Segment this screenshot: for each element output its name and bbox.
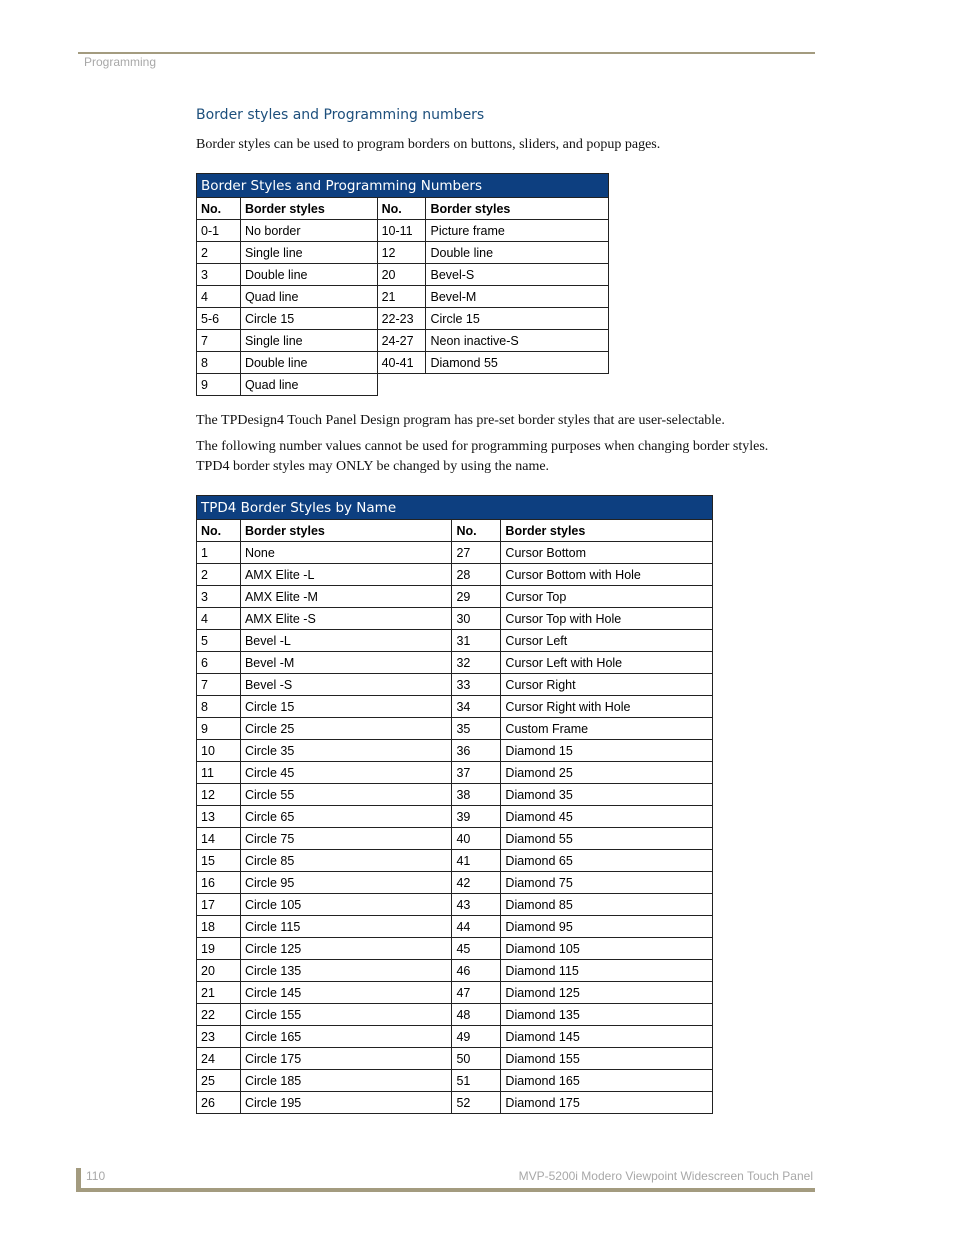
number-cell: 50: [452, 1048, 501, 1070]
number-cell: 26: [197, 1092, 241, 1114]
column-header-border-styles: Border styles: [426, 198, 609, 220]
number-cell: 38: [452, 784, 501, 806]
number-cell: 24: [197, 1048, 241, 1070]
number-cell: 39: [452, 806, 501, 828]
border-style-cell: Bevel -M: [240, 652, 452, 674]
table-row: [197, 1004, 713, 1026]
number-cell: 36: [452, 740, 501, 762]
number-cell: 9: [197, 718, 241, 740]
border-style-cell: Circle 115: [240, 916, 452, 938]
number-cell: 9: [197, 374, 241, 396]
table-row: [197, 652, 713, 674]
number-cell: 40: [452, 828, 501, 850]
number-cell: 29: [452, 586, 501, 608]
column-header-border-styles: Border styles: [501, 520, 713, 542]
border-style-cell: Circle 45: [240, 762, 452, 784]
border-style-cell: Diamond 105: [501, 938, 713, 960]
number-cell: 31: [452, 630, 501, 652]
border-style-cell: Circle 15: [426, 308, 609, 330]
number-cell: 4: [197, 608, 241, 630]
running-header: Programming: [84, 55, 157, 69]
border-style-cell: Circle 95: [240, 872, 452, 894]
border-style-cell: Bevel -L: [240, 630, 452, 652]
number-cell: 2: [197, 242, 241, 264]
number-cell: 30: [452, 608, 501, 630]
table-row: [197, 674, 713, 696]
border-style-cell: Circle 75: [240, 828, 452, 850]
number-cell: 1: [197, 542, 241, 564]
border-style-cell: Double line: [240, 352, 377, 374]
border-style-cell: Diamond 35: [501, 784, 713, 806]
border-style-cell: Diamond 85: [501, 894, 713, 916]
number-cell: 41: [452, 850, 501, 872]
table-row: [197, 982, 713, 1004]
table-caption: TPD4 Border Styles by Name: [197, 496, 713, 520]
table-row: [197, 784, 713, 806]
table-row: [197, 352, 609, 374]
column-header-no: No.: [377, 198, 426, 220]
number-cell: 8: [197, 352, 241, 374]
number-cell: 43: [452, 894, 501, 916]
border-style-cell: Diamond 55: [501, 828, 713, 850]
border-style-cell: AMX Elite -M: [240, 586, 452, 608]
border-style-cell: Circle 55: [240, 784, 452, 806]
header-rule: [78, 52, 815, 54]
number-cell: 10-11: [377, 220, 426, 242]
border-style-cell: Diamond 175: [501, 1092, 713, 1114]
number-cell: 23: [197, 1026, 241, 1048]
border-style-cell: Circle 195: [240, 1092, 452, 1114]
number-cell: 20: [197, 960, 241, 982]
table-row: [197, 586, 713, 608]
border-style-cell: Quad line: [240, 374, 377, 396]
number-cell: 47: [452, 982, 501, 1004]
table-row: [197, 872, 713, 894]
number-cell: 5-6: [197, 308, 241, 330]
table-row: [197, 696, 713, 718]
number-cell: 2: [197, 564, 241, 586]
table-row: [197, 828, 713, 850]
table-row: [197, 308, 609, 330]
table-row: [197, 894, 713, 916]
border-style-cell: Cursor Left with Hole: [501, 652, 713, 674]
table-row: [197, 608, 713, 630]
table-row: [197, 1048, 713, 1070]
number-cell: 5: [197, 630, 241, 652]
column-header-no: No.: [452, 520, 501, 542]
warning-paragraph-line-2: TPD4 border styles may ONLY be changed by using the name.: [196, 459, 550, 474]
number-cell: 34: [452, 696, 501, 718]
table-row: [197, 242, 609, 264]
number-cell: 28: [452, 564, 501, 586]
border-style-cell: Cursor Right: [501, 674, 713, 696]
page-number: 110: [86, 1169, 106, 1183]
table-row: [197, 960, 713, 982]
border-style-cell: [426, 374, 609, 396]
border-style-cell: Circle 175: [240, 1048, 452, 1070]
number-cell: 14: [197, 828, 241, 850]
number-cell: 3: [197, 586, 241, 608]
border-style-cell: AMX Elite -S: [240, 608, 452, 630]
border-style-cell: Circle 85: [240, 850, 452, 872]
border-style-cell: Circle 185: [240, 1070, 452, 1092]
footer-rule: [78, 1188, 815, 1192]
border-style-cell: Single line: [240, 330, 377, 352]
number-cell: 3: [197, 264, 241, 286]
border-style-cell: Circle 25: [240, 718, 452, 740]
number-cell: 10: [197, 740, 241, 762]
footer-document-title: MVP-5200i Modero Viewpoint Widescreen Touch Panel: [518, 1169, 813, 1183]
border-style-cell: Diamond 45: [501, 806, 713, 828]
border-style-cell: Double line: [426, 242, 609, 264]
border-style-cell: Cursor Bottom: [501, 542, 713, 564]
border-style-cell: Custom Frame: [501, 718, 713, 740]
number-cell: 16: [197, 872, 241, 894]
table-row: [197, 220, 609, 242]
number-cell: 12: [377, 242, 426, 264]
preset-styles-paragraph: The TPDesign4 Touch Panel Design program has pre-set border styles that are user-selectable.: [196, 413, 725, 428]
border-style-cell: Single line: [240, 242, 377, 264]
number-cell: 0-1: [197, 220, 241, 242]
number-cell: 52: [452, 1092, 501, 1114]
number-cell: 7: [197, 330, 241, 352]
border-style-cell: Diamond 125: [501, 982, 713, 1004]
number-cell: 22-23: [377, 308, 426, 330]
tpd4-border-styles-table: [196, 495, 713, 1114]
section-heading: Border styles and Programming numbers: [196, 107, 485, 123]
border-style-cell: No border: [240, 220, 377, 242]
table-body: [197, 542, 713, 1114]
border-style-cell: Cursor Left: [501, 630, 713, 652]
border-style-cell: AMX Elite -L: [240, 564, 452, 586]
table-row: [197, 1070, 713, 1092]
border-style-cell: Diamond 95: [501, 916, 713, 938]
border-style-cell: Diamond 15: [501, 740, 713, 762]
number-cell: 25: [197, 1070, 241, 1092]
number-cell: 21: [377, 286, 426, 308]
column-header-no: No.: [197, 520, 241, 542]
border-style-cell: Cursor Bottom with Hole: [501, 564, 713, 586]
number-cell: 44: [452, 916, 501, 938]
table-row: [197, 718, 713, 740]
number-cell: 17: [197, 894, 241, 916]
number-cell: 8: [197, 696, 241, 718]
number-cell: 33: [452, 674, 501, 696]
table-row: [197, 564, 713, 586]
border-style-cell: Circle 35: [240, 740, 452, 762]
border-style-cell: Circle 15: [240, 696, 452, 718]
border-style-cell: Diamond 145: [501, 1026, 713, 1048]
border-style-cell: Diamond 55: [426, 352, 609, 374]
table-row: [197, 264, 609, 286]
table-body: [197, 220, 609, 396]
number-cell: 51: [452, 1070, 501, 1092]
table-caption: Border Styles and Programming Numbers: [197, 174, 609, 198]
number-cell: 20: [377, 264, 426, 286]
table-row: [197, 630, 713, 652]
intro-paragraph: Border styles can be used to program borders on buttons, sliders, and popup pages.: [196, 137, 661, 152]
number-cell: 21: [197, 982, 241, 1004]
number-cell: 15: [197, 850, 241, 872]
number-cell: 40-41: [377, 352, 426, 374]
border-style-cell: None: [240, 542, 452, 564]
border-style-cell: Diamond 155: [501, 1048, 713, 1070]
border-style-cell: Quad line: [240, 286, 377, 308]
border-styles-table: [196, 173, 609, 396]
table-row: [197, 1026, 713, 1048]
table-row: [197, 916, 713, 938]
border-style-cell: Circle 65: [240, 806, 452, 828]
number-cell: 6: [197, 652, 241, 674]
number-cell: 42: [452, 872, 501, 894]
border-style-cell: Cursor Top: [501, 586, 713, 608]
border-style-cell: Circle 165: [240, 1026, 452, 1048]
table-row: [197, 330, 609, 352]
number-cell: 4: [197, 286, 241, 308]
number-cell: 32: [452, 652, 501, 674]
table-row: [197, 850, 713, 872]
number-cell: 35: [452, 718, 501, 740]
number-cell: 37: [452, 762, 501, 784]
number-cell: 11: [197, 762, 241, 784]
number-cell: 45: [452, 938, 501, 960]
column-header-border-styles: Border styles: [240, 520, 452, 542]
number-cell: 7: [197, 674, 241, 696]
border-style-cell: Diamond 25: [501, 762, 713, 784]
number-cell: 49: [452, 1026, 501, 1048]
table-row: [197, 374, 609, 396]
border-style-cell: Bevel -S: [240, 674, 452, 696]
border-style-cell: Diamond 65: [501, 850, 713, 872]
border-style-cell: Circle 105: [240, 894, 452, 916]
border-style-cell: Double line: [240, 264, 377, 286]
border-style-cell: Diamond 135: [501, 1004, 713, 1026]
border-style-cell: Circle 125: [240, 938, 452, 960]
border-style-cell: Bevel-S: [426, 264, 609, 286]
table-row: [197, 740, 713, 762]
border-style-cell: Diamond 75: [501, 872, 713, 894]
border-style-cell: Circle 145: [240, 982, 452, 1004]
number-cell: 13: [197, 806, 241, 828]
border-style-cell: Circle 15: [240, 308, 377, 330]
number-cell: 24-27: [377, 330, 426, 352]
border-style-cell: Cursor Right with Hole: [501, 696, 713, 718]
table-row: [197, 938, 713, 960]
number-cell: 22: [197, 1004, 241, 1026]
number-cell: 18: [197, 916, 241, 938]
number-cell: 27: [452, 542, 501, 564]
table-row: [197, 762, 713, 784]
border-style-cell: Neon inactive-S: [426, 330, 609, 352]
number-cell: 48: [452, 1004, 501, 1026]
border-style-cell: Cursor Top with Hole: [501, 608, 713, 630]
table-row: [197, 1092, 713, 1114]
border-style-cell: Circle 155: [240, 1004, 452, 1026]
number-cell: 12: [197, 784, 241, 806]
border-style-cell: Diamond 115: [501, 960, 713, 982]
border-style-cell: Bevel-M: [426, 286, 609, 308]
number-cell: [377, 374, 426, 396]
number-cell: 19: [197, 938, 241, 960]
table-row: [197, 542, 713, 564]
column-header-border-styles: Border styles: [240, 198, 377, 220]
number-cell: 46: [452, 960, 501, 982]
table-row: [197, 806, 713, 828]
column-header-no: No.: [197, 198, 241, 220]
border-style-cell: Picture frame: [426, 220, 609, 242]
table-row: [197, 286, 609, 308]
warning-paragraph-line-1: The following number values cannot be used for programming purposes when changing border styles.: [196, 439, 769, 454]
border-style-cell: Circle 135: [240, 960, 452, 982]
border-style-cell: Diamond 165: [501, 1070, 713, 1092]
